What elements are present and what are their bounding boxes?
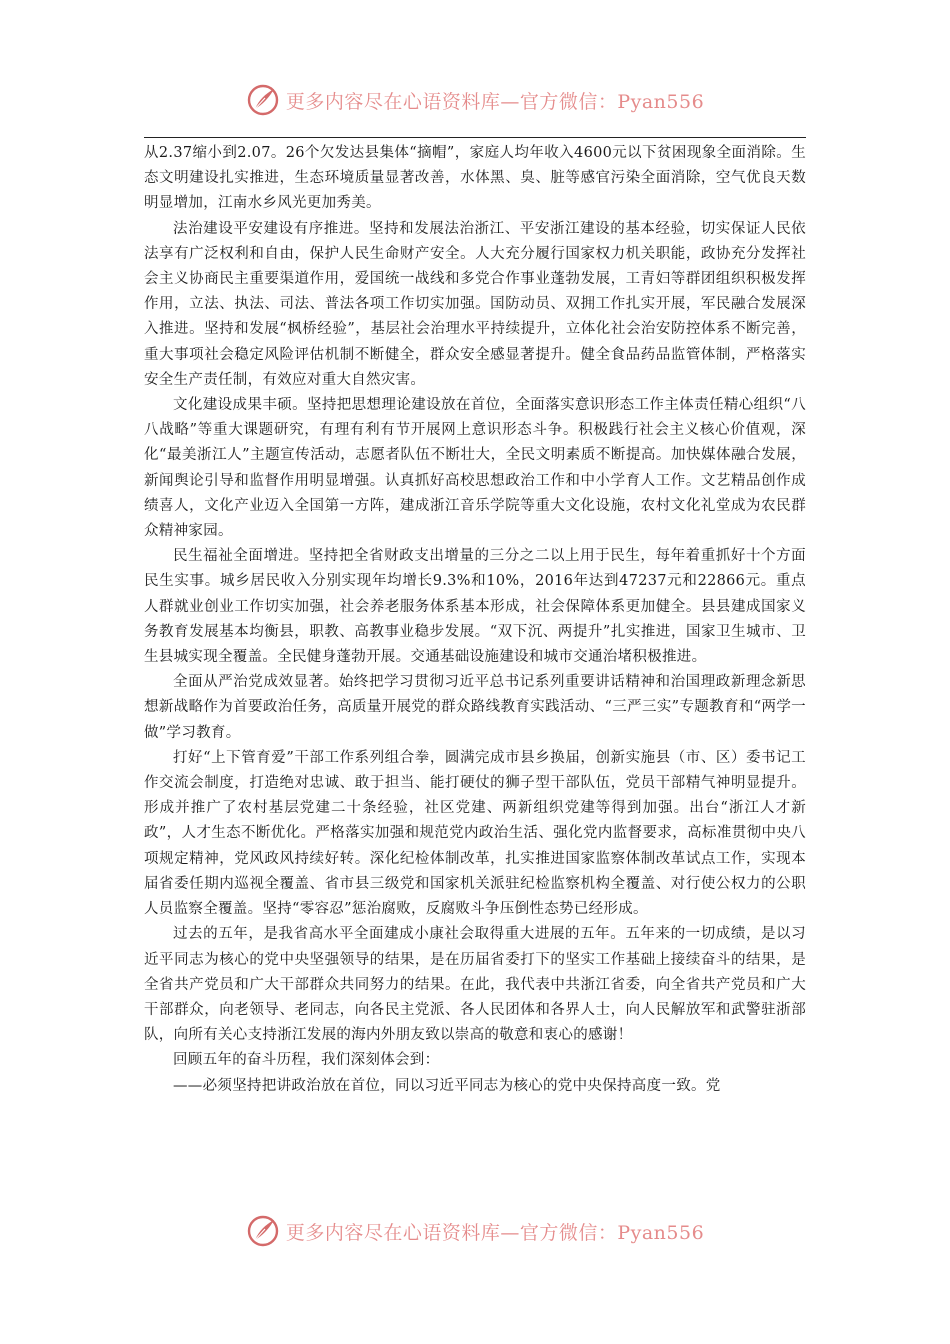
- paragraph: 全面从严治党成效显著。始终把学习贯彻习近平总书记系列重要讲话精神和治国理政新理念新思想新战略作为首要政治任务，高质量开展党的群众路线教育实践活动、“三严三实”专题教育和“两学一做”学习教育。: [144, 674, 806, 741]
- quill-logo-icon: [246, 1214, 280, 1248]
- header-banner-text: 更多内容尽在心语资料库—官方微信：Pyan556: [285, 90, 705, 113]
- paragraph: 文化建设成果丰硕。坚持把思想理论建设放在首位，全面落实意识形态工作主体责任精心组织“八八战略”等重大课题研究，有理有利有节开展网上意识形态斗争。积极践行社会主义核心价值观，深化“最美浙江人”主题宣传活动，志愿者队伍不断壮大，全民文明素质不断提高。加快媒体融合发展，新闻舆论引导和监督作用明显增强。认真抓好高校思想政治工作和中小学育人工作。文艺精品创作成绩喜人，文化产业迈入全国第一方阵，建成浙江音乐学院等重大文化设施，农村文化礼堂成为农民群众精神家园。: [144, 397, 806, 540]
- footer-banner-text: 更多内容尽在心语资料库—官方微信：Pyan556: [285, 1221, 705, 1244]
- paragraph: 民生福祉全面增进。坚持把全省财政支出增量的三分之二以上用于民生，每年着重抓好十个方面民生实事。城乡居民收入分别实现年均增长9.3%和10%，2016年达到47237元和22866元。重点人群就业创业工作切实加强，社会养老服务体系基本形成，社会保障体系更加健全。县县建成国家义务教育发展基本均衡县，职教、高教事业稳步发展。“双下沉、两提升”扎实推进，国家卫生城市、卫生县城实现全覆盖。全民健身蓬勃开展。交通基础设施建设和城市交通治堵积极推进。: [144, 548, 806, 666]
- header-banner: [0, 78, 950, 122]
- paragraph: 打好“上下管育爱”干部工作系列组合拳，圆满完成市县乡换届，创新实施县（市、区）委书记工作交流会制度，打造绝对忠诚、敢于担当、能打硬仗的狮子型干部队伍，党员干部精气神明显提升。形成并推广了农村基层党建二十条经验，社区党建、两新组织党建等得到加强。出台“浙江人才新政”，人才生态不断优化。严格落实加强和规范党内政治生活、强化党内监督要求，高标准贯彻中央八项规定精神，党风政风持续好转。深化纪检体制改革，扎实推进国家监察体制改革试点工作，实现本届省委任期内巡视全覆盖、省市县三级党和国家机关派驻纪检监察机构全覆盖、对行使公权力的公职人员监察全覆盖。坚持“零容忍”惩治腐败，反腐败斗争压倒性态势已经形成。: [144, 749, 806, 918]
- paragraph: 法治建设平安建设有序推进。坚持和发展法治浙江、平安浙江建设的基本经验，切实保证人民依法享有广泛权利和自由，保护人民生命财产安全。人大充分履行国家权力机关职能，政协充分发挥社会主义协商民主重要渠道作用，爱国统一战线和多党合作事业蓬勃发展，工青妇等群团组织积极发挥作用，立法、执法、司法、普法各项工作切实加强。国防动员、双拥工作扎实开展，军民融合发展深入推进。坚持和发展“枫桥经验”，基层社会治理水平持续提升，立体化社会治安防控体系不断完善，重大事项社会稳定风险评估机制不断健全，群众安全感显著提升。健全食品药品监管体制，严格落实安全生产责任制，有效应对重大自然灾害。: [144, 220, 806, 388]
- paragraph: ——必须坚持把讲政治放在首位，同以习近平同志为核心的党中央保持高度一致。党: [173, 1077, 721, 1094]
- footer-banner: [0, 1209, 950, 1253]
- document-body: [144, 141, 806, 1099]
- paragraph: 从2.37缩小到2.07。26个欠发达县集体“摘帽”，家庭人均年收入4600元以下贫困现象全面消除。生态文明建设扎实推进，生态环境质量显著改善，水体黑、臭、脏等感官污染全面消除，空气优良天数明显增加，江南水乡风光更加秀美。: [144, 145, 806, 212]
- paragraph: 回顾五年的奋斗历程，我们深刻体会到：: [173, 1052, 440, 1069]
- paragraph: 过去的五年，是我省高水平全面建成小康社会取得重大进展的五年。五年来的一切成绩，是以习近平同志为核心的党中央坚强领导的结果，是在历届省委打下的坚实工作基础上接续奋斗的结果，是全省共产党员和广大干部群众共同努力的结果。在此，我代表中共浙江省委，向全省共产党员和广大干部群众，向老领导、老同志，向各民主党派、各人民团体和各界人士，向人民解放军和武警驻浙部队，向所有关心支持浙江发展的海内外朋友致以崇高的敬意和衷心的感谢！: [144, 926, 806, 1044]
- quill-logo-icon: [246, 83, 280, 117]
- header-divider: [144, 137, 806, 138]
